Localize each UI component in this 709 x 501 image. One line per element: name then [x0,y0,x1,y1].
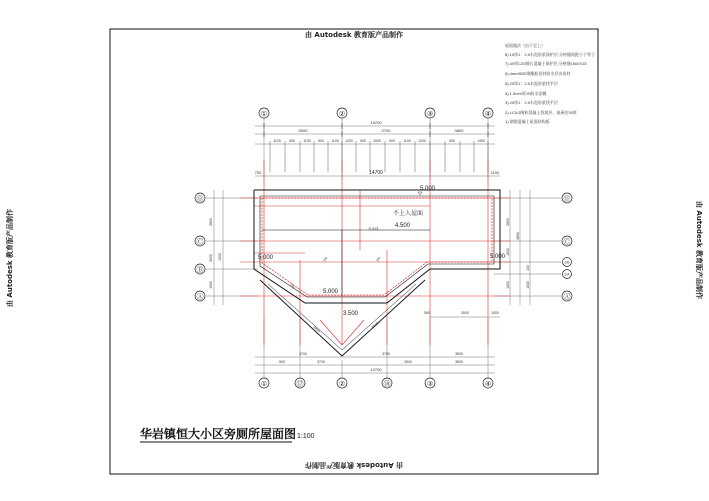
dim-fine: 900 [318,139,324,143]
axis-label: ① [260,381,268,388]
dim-right: 2800 [506,218,510,226]
dim-bottom-mid: 3700 [299,352,307,356]
slope-label: 2% [322,256,329,263]
axis-label: ③ [426,111,434,118]
dim-fine: 1100 [303,139,311,143]
slope-lines [262,230,430,296]
slope-label: 2% [289,282,296,290]
axis-label: ④ [484,111,492,118]
dim-bottom-small: 500 [279,360,285,364]
drawing-scale: 1:100 [297,433,315,440]
dim-fine: 1400 [477,139,485,143]
dim-left-eave: 700 [254,170,262,175]
dim-right-300: 300 [423,310,431,315]
dim-bottom-small: 3800 [455,360,463,364]
axis-label: Ⓑ [196,267,204,274]
slope-label: 2% [375,256,382,263]
drawing-title: 华岩镇恒大小区旁厕所屋面图 [140,427,297,441]
axis-label: Ⓒ [563,239,571,246]
watermark-left: 由 Autodesk 教育版产品制作 [6,208,14,308]
elevation-left: 5.000 [258,255,274,261]
dim-right-3000: 3000 [461,311,469,315]
roof-note: 不上人屋面 [393,211,424,217]
dim-top-fine [273,139,485,143]
notes-line: 1).钢筋混凝土屋面结构板 [505,119,550,124]
dim-inner-total: 14700 [369,170,383,176]
axis-label: ⑪ [563,196,571,203]
notes-line: 8).10厚1：2.5水泥砂浆保护层,分格缝间距小于等于 [505,52,596,57]
axis-label: Ⓐ [563,294,571,301]
axis-label: 1/A [564,272,570,277]
axis-label: ④ [484,381,492,388]
dim-fine: 1200 [345,139,353,143]
dim-fine: 900 [389,139,395,143]
axis-label: Ⓒ [196,239,204,246]
watermark-top: 由 Autodesk 教育版产品制作 [304,31,404,39]
notes-line: 2).LC5.0陶粒混凝土找坡层，最薄处30厚 [505,110,577,115]
dim-top-total: 14700 [370,120,382,125]
elevation-mid: 4.500 [395,223,411,229]
dim-fine: 1200 [418,139,426,143]
dim-fine: 900 [360,139,366,143]
dim-right: 1000 [506,281,510,289]
dim-right: 1500 [506,248,510,256]
dim-top-mid: 3700 [381,128,391,133]
dim-left: 2800 [209,218,213,226]
dim-right: 1000 [526,281,530,289]
dim-fine: 1100 [331,139,339,143]
axis-label: Ⓐ [196,294,204,301]
axis-label: ① [260,111,268,118]
axis-bubbles-right [562,193,572,301]
grid-lines [206,118,561,378]
dim-diagonal-right: 5500 [371,321,380,330]
axis-bubbles-left [195,193,205,301]
dim-bottom-small: 3700 [317,360,325,364]
elevation-right: 5.000 [490,254,506,260]
entry-canopy [260,280,425,356]
dim-right: 4800 [516,232,520,240]
dim-bottom-mid: 3800 [455,352,463,356]
dim-top-mid: 5000 [298,128,308,133]
dim-right-eave: 1100 [490,170,500,175]
dim-left: 1500 [218,253,222,261]
elevation-bottom-mid: 3.500 [343,311,359,317]
axis-label: ③ [426,381,434,388]
elevation-bottom-left: 5.000 [323,289,339,295]
dim-fine: 900 [289,139,295,143]
notes-line: 5).20厚1：2.5水泥砂浆找平层 [505,81,558,86]
dim-right: 100 [526,265,530,271]
elevation-markers [258,186,506,317]
elevation-top: 5.000 [420,186,436,192]
axis-bubbles-top [259,108,493,118]
fine-ticks [270,141,488,172]
dim-top-mid: 3800 [454,128,464,133]
notes-line: 6).4mmSBS聚酯胎卷材防水层各卷材 [505,71,571,76]
notes-line: 7).40厚C20细石混凝土保护层,分格缝1500X15 [505,61,587,66]
dim-bottom-total: 14700 [370,367,382,372]
axis-label: ② [338,111,346,118]
dim-fine: 1100 [273,139,281,143]
dim-right-1000: 1000 [491,311,499,315]
notes-header: 屋面做法（由下至上） [505,43,545,48]
watermark-bottom: 由 Autodesk 教育版产品制作 [304,461,404,469]
notes-line: 4).1.5mm厚JS防水涂膜 [505,91,547,96]
axis-label: 1/B [564,260,570,265]
dim-bottom-mid: 3700 [382,352,390,356]
dim-diagonal-left: 4450 [312,325,321,334]
dim-fine: 1000 [373,139,381,143]
axis-label: ② [338,381,346,388]
dim-bottom-small: 2500 [404,360,412,364]
drain-note: 分水线 [368,227,379,231]
notes-line: 3).20厚1：2.5水泥砂浆找平层 [505,100,558,105]
axis-label: ⑰ [296,381,304,388]
axis-bubbles-bottom [259,378,493,388]
roof-construction-notes [505,42,595,124]
axis-label: ⑱ [383,381,391,388]
axis-label: ⑪ [196,196,204,203]
dim-fine: 900 [449,139,455,143]
watermark-right: 由 Autodesk 教育版产品制作 [695,200,703,300]
dim-left: 1000 [209,281,213,289]
dim-fine: 1100 [403,139,411,143]
dim-left: 3000 [209,254,213,262]
